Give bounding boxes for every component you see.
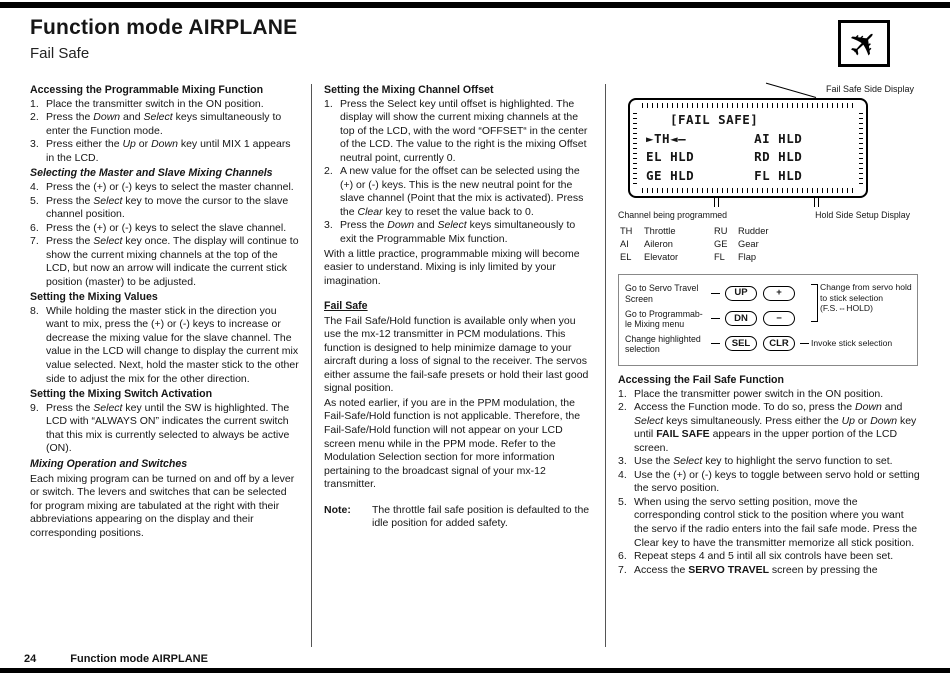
item-text: Press the Select key until the SW is highlighted. The LCD with “ALWAYS ON” indicates the current switch that this mix is currently selected to always be active (ON).	[46, 401, 290, 455]
item-text: Access the SERVO TRAVEL screen by pressing the	[634, 563, 878, 576]
list-item	[324, 98, 593, 166]
list-item	[618, 401, 920, 455]
item-number: 5.	[30, 194, 39, 207]
button-row	[625, 334, 913, 354]
item-number: 1.	[618, 387, 627, 400]
lcd-left-ticks	[633, 112, 637, 184]
lcd-cell: GE HLD	[646, 168, 695, 184]
lcd-caption-left: Channel being programmed	[618, 210, 728, 220]
item-text: Use the (+) or (-) keys to toggle between servo hold or setting the servo position.	[634, 468, 920, 495]
bracket	[811, 284, 818, 322]
clear-button: CLR	[763, 336, 795, 351]
item-number: 6.	[30, 221, 39, 234]
item-text: Access the Function mode. To do so, press the Down and Select keys simultaneously. Press either the Up or Down key until FAIL SAFE appears in the upper portion of the LCD screen.	[634, 401, 917, 454]
item-text: Press the (+) or (-) keys to select the master channel.	[46, 180, 294, 193]
channel-legend	[620, 225, 920, 264]
section-heading: Accessing the Fail Safe Function	[618, 374, 785, 387]
select-button: SEL	[725, 336, 757, 351]
item-text: Repeat steps 4 and 5 intil all six controls have been set.	[634, 550, 894, 563]
button-row-label: Go to Programmab- le Mixing menu	[625, 308, 703, 329]
callout-line	[766, 83, 816, 98]
legend-abbr: FL	[714, 252, 725, 263]
section-heading: Setting the Mixing Channel Offset	[324, 84, 494, 96]
item-number: 9.	[30, 401, 39, 414]
item-text: Place the transmitter switch in the ON position.	[46, 97, 264, 110]
list-item	[30, 222, 299, 236]
legend-abbr: TH	[620, 226, 633, 237]
item-number: 3.	[618, 455, 627, 468]
item-number: 1.	[324, 97, 333, 110]
section-heading: Setting the Mixing Values	[30, 291, 158, 304]
plus-button: +	[763, 286, 795, 301]
top-rule	[0, 2, 950, 8]
airplane-icon: ✈	[838, 17, 889, 69]
note-text: The throttle fail safe position is defaulted to the idle position for added safety.	[372, 503, 590, 530]
item-text: Use the Select key to highlight the servo function to set.	[634, 455, 893, 468]
lcd-right-ticks	[859, 112, 863, 184]
list-item	[30, 181, 299, 195]
paragraph: The Fail Safe/Hold function is available only when you use the mx-12 transmitter in PCM modulations. This function is designed to help minimize damage to your aircraft during a loss of signal to the receiver. The servos either assume the fail-safe presets or hold their last good signal position.	[324, 314, 589, 395]
page-subtitle: Fail Safe	[30, 45, 90, 62]
button-row-label: Change highlighted selection	[625, 333, 701, 354]
item-text: Place the transmitter power switch in the ON position.	[634, 387, 884, 400]
legend-name: Rudder	[738, 226, 769, 237]
item-number: 3.	[30, 138, 39, 151]
plus-minus-note: Change from servo hold to stick selection (F.S.⇔HOLD)	[820, 282, 912, 314]
footer-title: Function mode AIRPLANE	[70, 653, 208, 665]
note	[324, 504, 593, 531]
lcd-row	[646, 168, 850, 184]
callout-mark	[714, 196, 719, 207]
item-number: 1.	[30, 97, 39, 110]
list-item	[30, 111, 299, 138]
legend-name: Throttle	[644, 226, 676, 237]
list-item	[618, 388, 920, 402]
item-text: Press either the Up or Down key until MIX 1 appears in the LCD.	[46, 138, 291, 164]
item-number: 7.	[30, 235, 39, 248]
paragraph: Each mixing program can be turned on and off by a lever or switch. The levers and switches that can be selected for program mixing are tabulated at the right with their abbreviations appearing on the display and their corresponding positions.	[30, 472, 295, 539]
button-diagram	[618, 274, 918, 366]
callout-mark	[814, 196, 819, 207]
airplane-icon-box	[838, 17, 890, 69]
lcd-cell: RD HLD	[754, 149, 803, 165]
item-number: 8.	[30, 304, 39, 317]
list-item	[618, 469, 920, 496]
item-number: 4.	[618, 468, 627, 481]
lcd-screen	[628, 98, 868, 198]
list-item	[30, 138, 299, 165]
item-text: Press the Down and Select keys simultaneously to enter the Function mode.	[46, 111, 282, 137]
item-number: 5.	[618, 495, 627, 508]
list-item	[618, 496, 920, 550]
item-text: While holding the master stick in the direction you want to mix, press the (+) or (-) keys to increase or decrease the mixing value for the slave channel. The value in the LCD will change to display the current mix value selected. Next, hold the master stick to the other side to adjust the mix for the other direction.	[46, 304, 299, 385]
section-heading: Selecting the Master and Slave Mixing Channels	[30, 167, 273, 180]
paragraph: With a little practice, programmable mixing will become easier to understand. Mixing is inly limited by your imagination.	[324, 247, 580, 287]
clr-note: Invoke stick selection	[811, 338, 893, 349]
item-number: 2.	[618, 401, 627, 414]
item-number: 4.	[30, 180, 39, 193]
column-2	[311, 84, 605, 647]
section-heading: Setting the Mixing Switch Activation	[30, 388, 213, 401]
paragraph: As noted earlier, if you are in the PPM modulation, the Fail-Safe/Hold function is not applicable. Therefore, the Fail-Safe/Hold function will not appear on your LCD screen menu while in the PPM mode. Refer to the Modulation Selection section for more information pertaining to the broadcast signal of your mx-12 transmitter.	[324, 396, 581, 491]
item-number: 6.	[618, 550, 627, 563]
content-columns	[30, 84, 920, 647]
lcd-cell: FL HLD	[754, 168, 803, 184]
page-title: Function mode AIRPLANE	[30, 16, 298, 39]
lead-line	[800, 343, 809, 344]
item-text: Press the Select key once. The display will continue to show the current mixing channels at the top of the LCD, but now an arrow will indicate the current stick position (master) to be adjusted.	[46, 235, 299, 288]
minus-button: −	[763, 311, 795, 326]
legend-name: Flap	[738, 252, 757, 263]
page-footer	[24, 653, 208, 665]
lcd-caption-row	[618, 210, 920, 221]
list-item	[618, 455, 920, 469]
page-header	[30, 16, 297, 62]
lcd-caption-right: Hold Side Setup Display	[815, 210, 910, 220]
item-text: Press the (+) or (-) keys to select the slave channel.	[46, 221, 287, 234]
lead-line	[711, 318, 720, 319]
legend-abbr: EL	[620, 252, 632, 263]
down-button: DN	[725, 311, 757, 326]
section-heading: Fail Safe	[324, 300, 368, 313]
note-label: Note:	[324, 503, 351, 516]
lcd-cell: EL HLD	[646, 149, 695, 165]
lead-line	[711, 293, 720, 294]
section-heading: Mixing Operation and Switches	[30, 457, 188, 470]
list-item	[618, 564, 920, 578]
item-text: Press the Select key until offset is highlighted. The display will show the current mixing channels at the top of the LCD, with the word “OFFSET“ in the center of the LCD. The value to the right is the mixing Offset neutral point, currently 0.	[340, 97, 588, 164]
list-item	[324, 165, 593, 219]
lcd-cell: ►TH◄—	[646, 130, 687, 146]
list-item	[30, 235, 299, 289]
lcd-top-ticks	[642, 103, 854, 108]
list-item	[324, 219, 593, 246]
item-text: When using the servo setting position, move the corresponding control stick to the position where you want the servo if the radio enters into the fail safe mode. Press the Clear key to have the transmitter memorize all stick position.	[634, 495, 918, 549]
column-1	[30, 84, 311, 647]
lcd-title-line: [FAIL SAFE]	[670, 111, 759, 127]
button-row-label: Go to Servo Travel Screen	[625, 283, 699, 304]
list-item	[30, 98, 299, 112]
item-number: 3.	[324, 219, 333, 232]
legend-name: Elevator	[644, 252, 679, 263]
section-heading: Accessing the Programmable Mixing Function	[30, 84, 264, 96]
item-number: 2.	[30, 111, 39, 124]
column-3	[605, 84, 920, 647]
legend-abbr: GE	[714, 239, 728, 250]
lcd-bottom-ticks	[642, 188, 854, 193]
bottom-rule	[0, 668, 950, 673]
list-item	[30, 402, 299, 456]
legend-name: Aileron	[644, 239, 673, 250]
page-number: 24	[24, 653, 37, 665]
item-number: 2.	[324, 165, 333, 178]
legend-abbr: AI	[620, 239, 629, 250]
up-button: UP	[725, 286, 757, 301]
legend-abbr: RU	[714, 226, 728, 237]
item-text: A new value for the offset can be selected using the (+) or (-) keys. This is the new neutral point for the slave channel (Point that the mix is activated). Press the Clear key to reset the value back to 0.	[340, 165, 584, 218]
lcd-callout-label: Fail Safe Side Display	[825, 84, 914, 94]
list-item	[618, 550, 920, 564]
item-text: Press the Down and Select keys simultaneously to exit the Programmable Mix function.	[340, 219, 576, 245]
lcd-diagram	[618, 84, 920, 210]
legend-name: Gear	[738, 239, 759, 250]
lcd-text	[638, 109, 858, 187]
lcd-row	[646, 131, 850, 147]
list-item	[30, 305, 299, 386]
lcd-row	[646, 149, 850, 165]
list-item	[30, 195, 299, 222]
lcd-cell: AI HLD	[754, 130, 803, 146]
lead-line	[711, 343, 720, 344]
item-text: Press the Select key to move the cursor to the slave channel position.	[46, 194, 289, 221]
item-number: 7.	[618, 563, 627, 576]
